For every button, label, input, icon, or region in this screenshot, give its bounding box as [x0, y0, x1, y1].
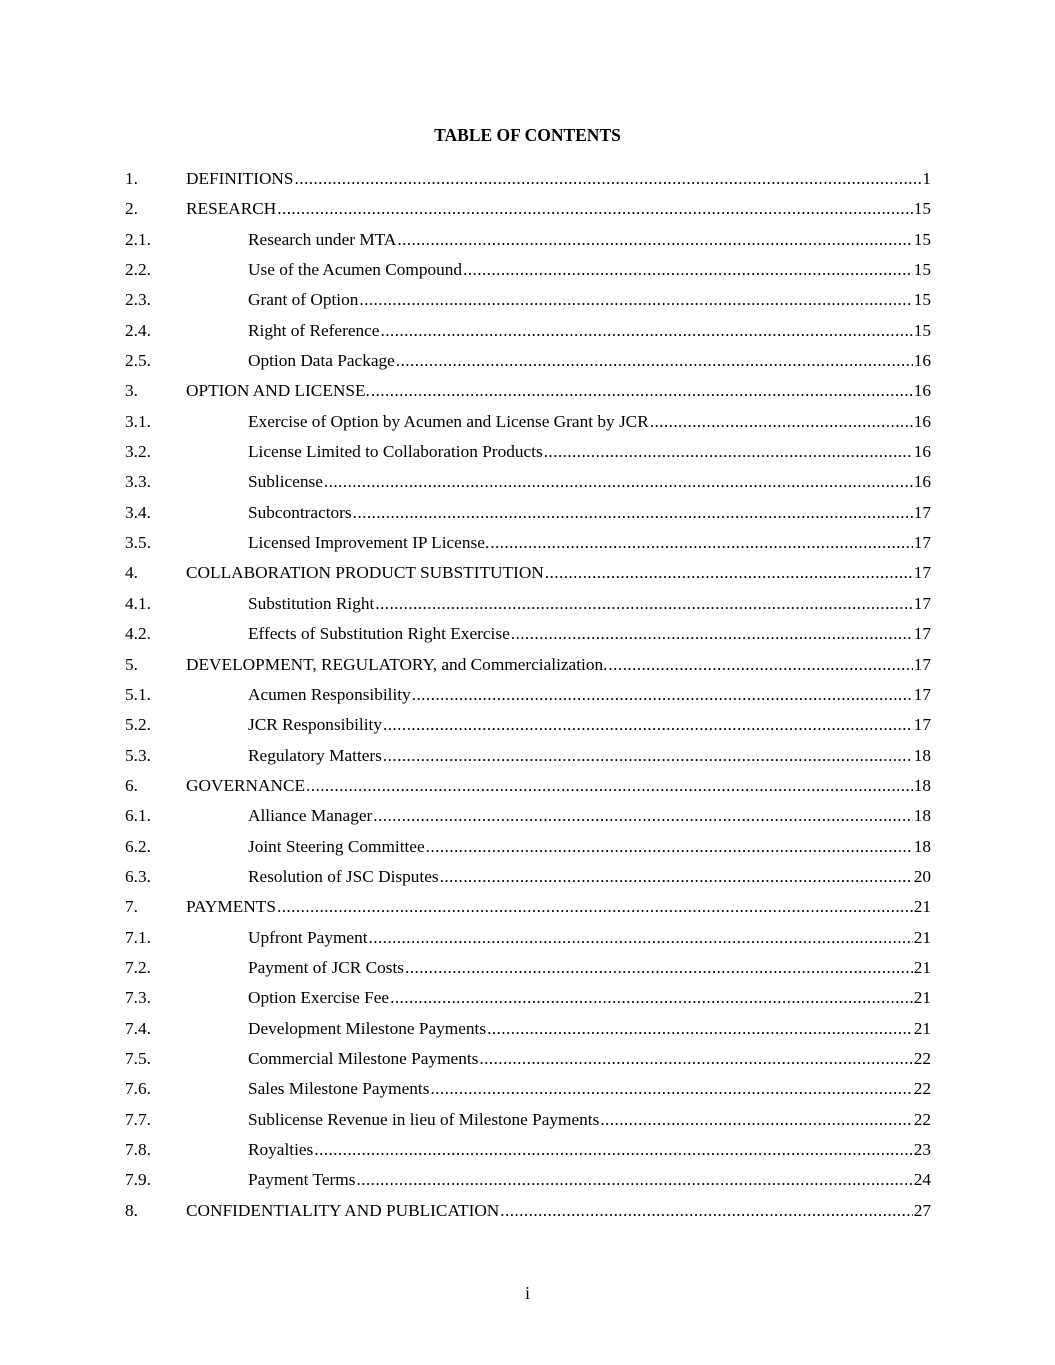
- toc-entry-label[interactable]: Royalties: [248, 1140, 314, 1159]
- toc-entry-number: 2.4.: [125, 320, 151, 340]
- toc-entry-label[interactable]: Option Data Package: [248, 351, 395, 371]
- toc-entry-page[interactable]: 18: [913, 775, 931, 795]
- toc-subentry[interactable]: [125, 986, 931, 1016]
- toc-entry-label[interactable]: RESEARCH: [186, 199, 277, 219]
- toc-entry-line: [248, 1168, 931, 1192]
- toc-entry-page[interactable]: 17: [913, 684, 931, 704]
- toc-entry[interactable]: [125, 561, 931, 591]
- toc-subentry[interactable]: [125, 713, 931, 743]
- toc-entry-label[interactable]: Sublicense Revenue in lieu of Milestone Payments: [248, 1109, 600, 1129]
- toc-entry-page[interactable]: 21: [913, 927, 931, 947]
- toc-entry-number: 2.2.: [125, 260, 151, 280]
- toc-entry-number: 6.2.: [125, 836, 151, 856]
- toc-entry-number: 6.: [125, 775, 138, 795]
- toc-entry-label[interactable]: Development Milestone Payments: [248, 1018, 487, 1038]
- dot-leader: [397, 228, 912, 252]
- toc-entry-page[interactable]: 23: [913, 1140, 931, 1159]
- toc-entry-page[interactable]: 17: [913, 502, 931, 522]
- toc-entry-line: [248, 592, 931, 616]
- toc-entry-page[interactable]: 21: [913, 988, 931, 1008]
- dot-leader: [375, 592, 912, 616]
- toc-subentry[interactable]: [125, 592, 931, 622]
- toc-entry-page[interactable]: 24: [913, 1170, 931, 1190]
- dot-leader: [430, 1077, 912, 1101]
- dot-leader: [412, 683, 913, 707]
- toc-entry-page[interactable]: 16: [913, 351, 931, 371]
- toc-entry-number: 2.1.: [125, 229, 151, 249]
- toc-entry-page[interactable]: 18: [913, 836, 931, 856]
- toc-entry-label[interactable]: Effects of Substitution Right Exercise: [248, 624, 510, 644]
- toc-entry-line: [248, 865, 931, 889]
- toc-entry-page[interactable]: 16: [913, 381, 931, 401]
- dot-leader: [324, 470, 913, 494]
- toc-entry-line: [248, 683, 931, 707]
- toc-entry-label[interactable]: DEFINITIONS: [186, 169, 294, 188]
- toc-entry-number: 5.2.: [125, 715, 151, 735]
- toc-entry[interactable]: [125, 774, 931, 804]
- toc-entry-number: 4.: [125, 563, 138, 583]
- page-number: i: [525, 1283, 530, 1303]
- toc-entry-number: 4.1.: [125, 593, 151, 613]
- toc-entry-line: [248, 531, 931, 555]
- toc-entry-line: [248, 288, 931, 312]
- toc-entry-page[interactable]: 16: [913, 472, 931, 492]
- toc-subentry[interactable]: [125, 865, 931, 895]
- toc-entry-page[interactable]: 17: [913, 715, 931, 735]
- toc-entry-line: [248, 228, 931, 252]
- toc-entry-page[interactable]: 18: [913, 745, 931, 765]
- toc-entry-number: 7.6.: [125, 1079, 151, 1099]
- toc-entry-number: 7.8.: [125, 1140, 151, 1159]
- toc-entry-label[interactable]: COLLABORATION PRODUCT SUBSTITUTION: [186, 563, 544, 583]
- toc-subentry[interactable]: [125, 956, 931, 986]
- dot-leader: [650, 410, 913, 434]
- toc-subentry[interactable]: [125, 228, 931, 258]
- toc-entry-label[interactable]: Payment of JCR Costs: [248, 957, 405, 977]
- toc-entry-line: [186, 561, 931, 585]
- toc-entry-label[interactable]: Subcontractors: [248, 502, 352, 522]
- dot-leader: [306, 774, 913, 798]
- toc-subentry[interactable]: [125, 683, 931, 713]
- toc-entry-line: [186, 197, 931, 221]
- toc-subentry[interactable]: [125, 410, 931, 440]
- toc-subentry[interactable]: [125, 835, 931, 865]
- toc-subentry[interactable]: [125, 531, 931, 561]
- toc-entry-number: 5.1.: [125, 684, 151, 704]
- toc-entry-line: [186, 1199, 931, 1223]
- toc-entry-label[interactable]: Sublicense: [248, 472, 323, 492]
- toc-entry[interactable]: [125, 1199, 931, 1229]
- toc-entry-line: [248, 1108, 931, 1132]
- toc-entry-label[interactable]: Resolution of JSC Disputes: [248, 866, 439, 886]
- toc-entry-line: [248, 1077, 931, 1101]
- toc-entry-page[interactable]: 16: [913, 411, 931, 431]
- toc-entry-page[interactable]: 1: [922, 169, 931, 188]
- toc-entry-page[interactable]: 21: [913, 957, 931, 977]
- toc-subentry[interactable]: [125, 1047, 931, 1077]
- toc-entry-label[interactable]: Substitution Right: [248, 593, 375, 613]
- toc-entry-number: 2.: [125, 199, 138, 219]
- toc-entry-page[interactable]: 15: [913, 320, 931, 340]
- toc-entry-number: 7.3.: [125, 988, 151, 1008]
- dot-leader: [545, 561, 913, 585]
- toc-entry-number: 7.4.: [125, 1018, 151, 1038]
- toc-entry-page[interactable]: 22: [913, 1079, 931, 1099]
- toc-entry-number: 3.2.: [125, 442, 151, 462]
- dot-leader: [608, 653, 912, 677]
- toc-entry-number: 3.: [125, 381, 138, 401]
- toc-entry-line: [248, 986, 931, 1010]
- dot-leader: [277, 197, 912, 221]
- toc-subentry[interactable]: [125, 1168, 931, 1198]
- toc-subentry[interactable]: [125, 1108, 931, 1138]
- toc-entry-number: 3.3.: [125, 472, 151, 492]
- toc-entry-line: [186, 895, 931, 919]
- dot-leader: [277, 895, 913, 919]
- toc-entry-label[interactable]: PAYMENTS: [186, 897, 276, 917]
- toc-entry-label[interactable]: Grant of Option: [248, 290, 359, 310]
- table-of-contents: [125, 167, 931, 1229]
- toc-entry-number: 7.9.: [125, 1170, 151, 1190]
- toc-subentry[interactable]: [125, 440, 931, 470]
- toc-subentry[interactable]: [125, 470, 931, 500]
- toc-entry-number: 5.: [125, 654, 138, 674]
- dot-leader: [490, 531, 913, 555]
- toc-entry-page[interactable]: 15: [913, 260, 931, 280]
- toc-entry-label[interactable]: Acumen Responsibility: [248, 684, 411, 704]
- toc-entry-label[interactable]: OPTION AND LICENSE.: [186, 381, 370, 401]
- toc-subentry[interactable]: [125, 319, 931, 349]
- toc-entry-number: 7.: [125, 897, 138, 917]
- dot-leader: [440, 865, 913, 889]
- toc-entry-number: 7.7.: [125, 1109, 151, 1129]
- toc-entry-number: 6.1.: [125, 806, 151, 826]
- toc-entry-label[interactable]: Payment Terms: [248, 1170, 356, 1190]
- toc-subentry[interactable]: [125, 258, 931, 288]
- toc-entry-line: [248, 410, 931, 434]
- toc-entry-label[interactable]: Licensed Improvement IP License.: [248, 533, 490, 553]
- dot-leader: [511, 622, 913, 646]
- dot-leader: [479, 1047, 912, 1071]
- toc-entry-line: [186, 774, 931, 798]
- toc-entry-page[interactable]: 15: [913, 229, 931, 249]
- toc-entry-line: [248, 349, 931, 373]
- toc-entry-number: 8.: [125, 1200, 138, 1220]
- toc-subentry[interactable]: [125, 349, 931, 379]
- toc-entry-line: [248, 956, 931, 980]
- toc-subentry[interactable]: [125, 744, 931, 774]
- toc-entry-line: [248, 1047, 931, 1071]
- toc-entry-page[interactable]: 17: [913, 624, 931, 644]
- toc-entry[interactable]: [125, 167, 931, 197]
- dot-leader: [380, 319, 912, 343]
- dot-leader: [371, 379, 913, 403]
- toc-entry-number: 7.2.: [125, 957, 151, 977]
- toc-entry-page[interactable]: 20: [913, 866, 931, 886]
- toc-entry[interactable]: [125, 197, 931, 227]
- toc-entry[interactable]: [125, 653, 931, 683]
- toc-entry-line: [186, 167, 931, 191]
- toc-entry-label[interactable]: Option Exercise Fee: [248, 988, 390, 1008]
- toc-entry-page[interactable]: 17: [913, 654, 931, 674]
- dot-leader: [600, 1108, 912, 1132]
- toc-entry-label[interactable]: DEVELOPMENT, REGULATORY, and Commercialization.: [186, 654, 608, 674]
- toc-entry-number: 7.1.: [125, 927, 151, 947]
- dot-leader: [463, 258, 913, 282]
- toc-subentry[interactable]: [125, 804, 931, 834]
- toc-entry-line: [186, 653, 931, 677]
- toc-entry-label[interactable]: Right of Reference: [248, 320, 380, 340]
- toc-entry-page[interactable]: 21: [913, 897, 931, 917]
- toc-entry-line: [248, 713, 931, 737]
- toc-entry-label[interactable]: Regulatory Matters: [248, 745, 382, 765]
- dot-leader: [356, 1168, 912, 1192]
- toc-entry-label[interactable]: Exercise of Option by Acumen and License Grant by JCR: [248, 411, 649, 431]
- toc-entry-page[interactable]: 22: [913, 1048, 931, 1068]
- toc-entry-label[interactable]: Research under MTA: [248, 229, 397, 249]
- toc-entry[interactable]: [125, 379, 931, 409]
- toc-title: TABLE OF CONTENTS: [434, 125, 621, 145]
- toc-entry-line: [248, 319, 931, 343]
- toc-entry-line: [248, 835, 931, 859]
- toc-subentry[interactable]: [125, 1017, 931, 1047]
- toc-entry-number: 5.3.: [125, 745, 151, 765]
- toc-subentry[interactable]: [125, 1077, 931, 1107]
- toc-entry-line: [248, 744, 931, 768]
- toc-entry-label[interactable]: License Limited to Collaboration Products: [248, 442, 543, 462]
- toc-entry[interactable]: [125, 895, 931, 925]
- toc-entry-number: 7.5.: [125, 1048, 151, 1068]
- toc-entry-page[interactable]: 17: [913, 533, 931, 553]
- dot-leader: [359, 288, 912, 312]
- toc-entry-label[interactable]: Commercial Milestone Payments: [248, 1048, 479, 1068]
- toc-entry-label[interactable]: Sales Milestone Payments: [248, 1079, 430, 1099]
- dot-leader: [383, 713, 913, 737]
- dot-leader: [369, 926, 913, 950]
- toc-entry-label[interactable]: Alliance Manager: [248, 806, 373, 826]
- dot-leader: [353, 501, 913, 525]
- toc-entry-line: [248, 926, 931, 950]
- dot-leader: [390, 986, 913, 1010]
- toc-entry-page[interactable]: 21: [913, 1018, 931, 1038]
- toc-entry-label[interactable]: Use of the Acumen Compound: [248, 260, 463, 280]
- dot-leader: [487, 1017, 913, 1041]
- dot-leader: [426, 835, 913, 859]
- toc-entry-number: 1.: [125, 169, 138, 188]
- toc-entry-label[interactable]: Upfront Payment: [248, 927, 368, 947]
- toc-entry-line: [186, 379, 931, 403]
- toc-entry-line: [248, 258, 931, 282]
- toc-entry-page[interactable]: 15: [913, 290, 931, 310]
- toc-subentry[interactable]: [125, 926, 931, 956]
- dot-leader: [373, 804, 912, 828]
- toc-entry-label[interactable]: Joint Steering Committee: [248, 836, 425, 856]
- toc-subentry[interactable]: [125, 1138, 931, 1168]
- toc-subentry[interactable]: [125, 288, 931, 318]
- toc-entry-line: [248, 440, 931, 464]
- toc-subentry[interactable]: [125, 501, 931, 531]
- dot-leader: [314, 1138, 912, 1162]
- toc-entry-line: [248, 501, 931, 525]
- toc-entry-line: [248, 804, 931, 828]
- toc-entry-page[interactable]: 15: [913, 199, 931, 219]
- toc-entry-number: 2.5.: [125, 351, 151, 371]
- toc-entry-line: [248, 1017, 931, 1041]
- toc-entry-number: 3.1.: [125, 411, 151, 431]
- dot-leader: [383, 744, 913, 768]
- toc-entry-page[interactable]: 16: [913, 442, 931, 462]
- toc-subentry[interactable]: [125, 622, 931, 652]
- toc-entry-line: [248, 622, 931, 646]
- toc-entry-line: [248, 1138, 931, 1162]
- toc-entry-label[interactable]: GOVERNANCE: [186, 775, 306, 795]
- toc-entry-number: 2.3.: [125, 290, 151, 310]
- toc-entry-number: 3.5.: [125, 533, 151, 553]
- dot-leader: [396, 349, 913, 373]
- toc-entry-line: [248, 470, 931, 494]
- toc-entry-number: 4.2.: [125, 624, 151, 644]
- toc-entry-page[interactable]: 17: [913, 563, 931, 583]
- toc-entry-number: 3.4.: [125, 502, 151, 522]
- dot-leader: [544, 440, 913, 464]
- toc-entry-page[interactable]: 27: [913, 1200, 931, 1220]
- toc-entry-page[interactable]: 17: [913, 593, 931, 613]
- dot-leader: [295, 167, 922, 191]
- dot-leader: [500, 1199, 912, 1223]
- toc-entry-number: 6.3.: [125, 866, 151, 886]
- toc-entry-page[interactable]: 18: [913, 806, 931, 826]
- dot-leader: [405, 956, 913, 980]
- toc-entry-label[interactable]: CONFIDENTIALITY AND PUBLICATION: [186, 1200, 500, 1220]
- toc-entry-page[interactable]: 22: [913, 1109, 931, 1129]
- toc-entry-label[interactable]: JCR Responsibility: [248, 715, 382, 735]
